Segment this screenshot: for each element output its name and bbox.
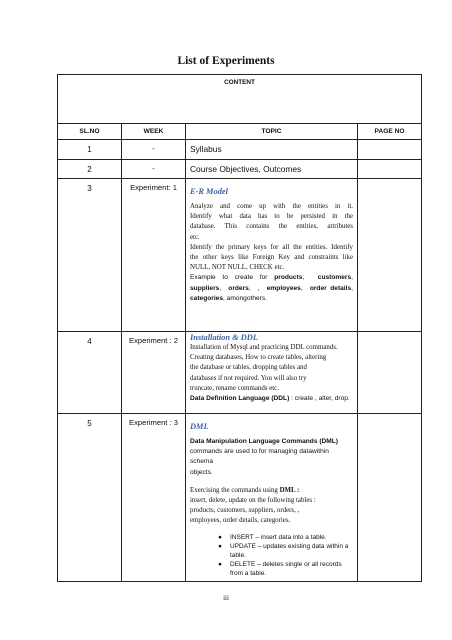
row-topic (186, 179, 358, 332)
ddl-line: Data Definition Language (DDL) : create , alter, drop. (190, 395, 350, 403)
row-topic (186, 414, 358, 582)
topic-line: Analyze and come up with the entities in it. (190, 203, 353, 210)
bullet-icon: ● (218, 533, 222, 541)
topic-heading: DML (190, 422, 209, 431)
row-page-no (358, 414, 422, 582)
row-page-no (358, 179, 422, 332)
experiments-table (57, 74, 422, 582)
topic-line: Creating databases, How to create tables, altering (190, 354, 327, 362)
table-row (58, 414, 422, 582)
topic-line: products, customers, suppliers, orders, , (190, 507, 300, 515)
exercise-line: Exercising the commands using DML : (190, 486, 300, 494)
topic-line: commands are used to for managing datawithin schema (190, 448, 329, 466)
example-line: categories, amongothers. (190, 294, 267, 302)
row-week: Experiment : 2 (122, 332, 186, 414)
row-number: 2 (58, 160, 122, 179)
page-number: iii (223, 594, 229, 602)
row-page-no (358, 332, 422, 414)
topic-line: insert, delete, update on the following tables : (190, 497, 316, 505)
page-title: List of Experiments (177, 55, 275, 67)
topic-line: databases if not required. You will also try (190, 374, 307, 382)
row-week: Experiment: 1 (122, 179, 186, 332)
row-week: - (122, 160, 186, 179)
topic-line: the database or tables, dropping tables and (190, 364, 307, 372)
header-page-no: PAGE NO (358, 124, 422, 140)
table-row (58, 140, 422, 160)
topic-line: truncate, rename commands etc. (190, 384, 279, 392)
list-item: ● INSERT – insert data into a table. (218, 533, 327, 541)
topic-line: database. This contains the entities, attributes (190, 223, 353, 231)
header-topic: TOPIC (186, 124, 358, 140)
header-week: WEEK (122, 124, 186, 140)
example-line: Example to create for products, customers, (190, 274, 353, 282)
row-number: 3 (58, 179, 122, 332)
row-week: Experiment : 3 (122, 414, 186, 582)
row-topic: Course Objectives, Outcomes (186, 160, 358, 179)
content-caption: CONTENT (58, 75, 422, 124)
table-row (58, 179, 422, 332)
table-row (58, 160, 422, 179)
row-page-no (358, 160, 422, 179)
row-week: - (122, 140, 186, 160)
bullet-icon: ● (218, 542, 222, 550)
topic-line: Identify what data has to be persisted in the (190, 213, 353, 221)
example-line: suppliers, orders, , employees, order details, (190, 284, 353, 292)
row-number: 1 (58, 140, 122, 160)
topic-heading: Installation & DDL (190, 333, 258, 342)
topic-line: Installation of Mysql and practicing DDL commands. (190, 344, 338, 351)
row-number: 4 (58, 332, 122, 414)
row-topic: Syllabus (186, 140, 358, 160)
topic-line: etc. (190, 233, 200, 241)
topic-line: Identify the primary keys for all the entities. Identify (190, 243, 353, 251)
row-topic (186, 332, 358, 414)
row-page-no (358, 140, 422, 160)
list-item: ● UPDATE – updates existing data within a table. (218, 542, 349, 559)
topic-line: employees, order details, categories. (190, 517, 291, 525)
header-slno: SL.NO (58, 124, 122, 140)
topic-heading: E-R Model (190, 187, 228, 196)
list-item: ● DELETE – deletes single or all records from a table. (218, 560, 342, 577)
dml-bullet-list (190, 533, 353, 578)
table-header-row (58, 124, 422, 140)
dml-title: Data Manipulation Language Commands (DML) (190, 438, 338, 445)
topic-line: objects. (190, 468, 213, 476)
topic-line: the other keys like Foreign Key and constraints like (190, 254, 353, 262)
topic-line: NULL, NOT NULL, CHECK etc. (190, 264, 285, 272)
bullet-icon: ● (218, 560, 222, 568)
row-number: 5 (58, 414, 122, 582)
table-row (58, 332, 422, 414)
